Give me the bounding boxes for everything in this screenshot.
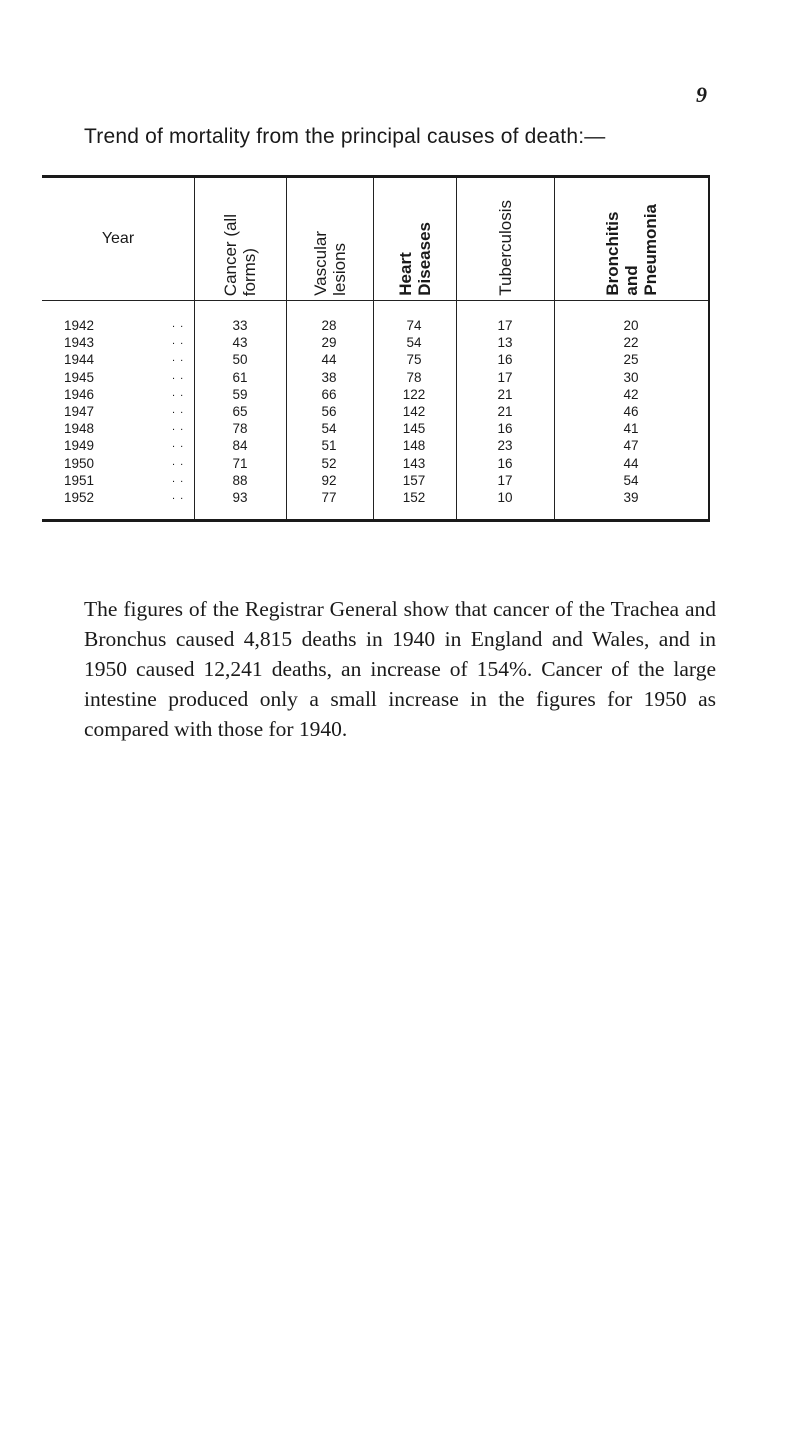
value-cell: 50 — [232, 352, 248, 368]
value-cell: 52 — [321, 455, 337, 471]
leader-dots: . . — [172, 421, 185, 434]
value-cell: 143 — [402, 455, 426, 471]
value-cell: 78 — [232, 421, 248, 437]
column-header-label: Tuberculosis — [495, 200, 515, 296]
table-row — [42, 318, 708, 335]
value-cell: 20 — [623, 318, 639, 333]
year-cell: 1947 — [64, 404, 95, 419]
value-cell: 66 — [321, 386, 337, 402]
value-cell: 78 — [406, 369, 422, 385]
value-cell: 59 — [232, 386, 248, 402]
table-row — [42, 438, 708, 455]
value-cell: 157 — [402, 472, 426, 488]
value-cell: 29 — [321, 335, 337, 351]
year-cell: 1948 — [64, 421, 95, 437]
table-row — [42, 456, 708, 473]
leader-dots: . . — [172, 318, 185, 330]
value-cell: 43 — [232, 335, 248, 351]
value-cell: 145 — [402, 421, 426, 437]
mortality-table — [42, 175, 710, 522]
year-cell: 1942 — [64, 318, 95, 333]
table-row — [42, 335, 708, 352]
table-caption: Trend of mortality from the principal causes of death:— — [84, 125, 606, 148]
column-header-cancer — [194, 178, 286, 300]
value-cell: 88 — [232, 472, 248, 488]
leader-dots: . . — [172, 490, 185, 502]
value-cell: 13 — [497, 335, 513, 351]
value-cell: 33 — [232, 318, 248, 333]
value-cell: 21 — [497, 404, 513, 419]
year-cell: 1943 — [64, 335, 95, 351]
column-header-label: Vascular lesions — [310, 231, 349, 296]
table-row — [42, 370, 708, 387]
value-cell: 71 — [232, 455, 248, 471]
header-rule — [42, 300, 708, 301]
year-cell: 1951 — [64, 472, 95, 488]
value-cell: 56 — [321, 404, 337, 419]
value-cell: 38 — [321, 369, 337, 385]
value-cell: 54 — [406, 335, 422, 351]
value-cell: 42 — [623, 386, 639, 402]
value-cell: 93 — [232, 490, 248, 505]
value-cell: 142 — [402, 404, 426, 419]
value-cell: 16 — [497, 352, 513, 368]
value-cell: 44 — [321, 352, 337, 368]
value-cell: 152 — [402, 490, 426, 505]
value-cell: 77 — [321, 490, 337, 505]
column-header-label: Heart Diseases — [395, 222, 434, 296]
value-cell: 30 — [623, 369, 639, 385]
year-cell: 1946 — [64, 386, 95, 402]
value-cell: 16 — [497, 455, 513, 471]
year-cell: 1949 — [64, 438, 95, 454]
value-cell: 54 — [623, 472, 639, 488]
year-cell: 1950 — [64, 455, 95, 471]
value-cell: 46 — [623, 404, 639, 419]
table-row — [42, 404, 708, 421]
column-header-label: Cancer (all forms) — [221, 213, 259, 296]
leader-dots: . . — [172, 369, 185, 382]
value-cell: 65 — [232, 404, 248, 419]
value-cell: 39 — [623, 490, 639, 505]
value-cell: 84 — [232, 438, 248, 454]
table-row — [42, 490, 708, 507]
page-number: 9 — [696, 82, 707, 107]
column-header-bronchitis — [554, 178, 708, 300]
value-cell: 10 — [497, 490, 513, 505]
value-cell: 122 — [402, 386, 426, 402]
year-column-header: Year — [101, 230, 135, 247]
column-header-tuberculosis — [456, 178, 554, 300]
value-cell: 61 — [232, 369, 248, 385]
leader-dots: . . — [172, 472, 185, 485]
value-cell: 25 — [623, 352, 639, 368]
leader-dots: . . — [172, 352, 185, 365]
year-cell: 1945 — [64, 369, 95, 385]
value-cell: 23 — [497, 438, 513, 454]
value-cell: 47 — [623, 438, 639, 454]
value-cell: 44 — [623, 455, 639, 471]
leader-dots: . . — [172, 455, 185, 468]
year-cell: 1952 — [64, 490, 95, 505]
value-cell: 148 — [402, 438, 426, 454]
year-cell: 1944 — [64, 352, 95, 368]
value-cell: 17 — [497, 369, 513, 385]
value-cell: 16 — [497, 421, 513, 437]
leader-dots: . . — [172, 404, 185, 416]
value-cell: 17 — [497, 472, 513, 488]
body-paragraph: The figures of the Registrar General show that cancer of the Trachea and Bronchus caused 4,815 deaths in 1940 in England and Wales, and in 1950 caused 12,241 deaths, an increase of 154%. Cancer of the large intestine produced only a small increase in the figures for 1950 as compared with those for 1940. — [84, 597, 716, 741]
value-cell: 75 — [406, 352, 422, 368]
leader-dots: . . — [172, 438, 185, 451]
table-row — [42, 387, 708, 404]
value-cell: 74 — [406, 318, 422, 333]
value-cell: 17 — [497, 318, 513, 333]
table-row — [42, 473, 708, 490]
value-cell: 28 — [321, 318, 337, 333]
column-header-heart — [373, 178, 456, 300]
value-cell: 54 — [321, 421, 337, 437]
table-row — [42, 352, 708, 369]
value-cell: 21 — [497, 386, 513, 402]
column-header-label: Bronchitis and Pneumonia — [602, 204, 660, 296]
column-header-vascular — [286, 178, 373, 300]
leader-dots: . . — [172, 386, 185, 399]
table-row — [42, 421, 708, 438]
value-cell: 22 — [623, 335, 639, 351]
value-cell: 51 — [321, 438, 337, 454]
leader-dots: . . — [172, 335, 185, 348]
value-cell: 41 — [623, 421, 639, 437]
value-cell: 92 — [321, 472, 337, 488]
